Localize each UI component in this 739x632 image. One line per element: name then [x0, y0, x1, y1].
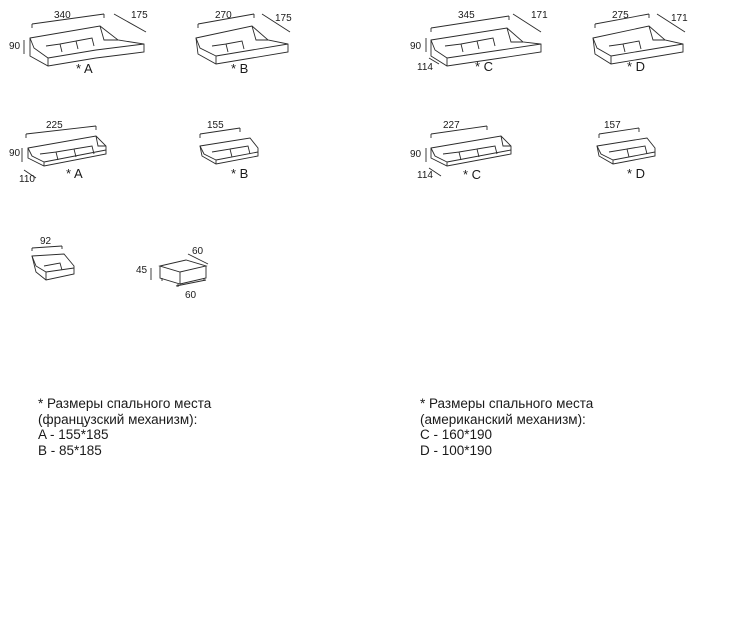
seat-depth-label: 110 [19, 174, 35, 185]
height-label: 90 [9, 41, 21, 52]
depth-label: 175 [131, 10, 148, 21]
mechanism-tag: * B [231, 61, 249, 76]
depth-label: 175 [275, 13, 292, 24]
width-label: 227 [443, 120, 460, 131]
mechanism-tag: * A [66, 166, 83, 181]
height-label: 90 [9, 148, 21, 159]
note-size-b: B - 85*185 [38, 442, 102, 458]
width-label: 225 [46, 120, 63, 131]
height-label: 90 [410, 149, 422, 160]
seat-depth-label: 114 [417, 170, 433, 181]
depth-label: 171 [671, 13, 688, 24]
sleeping-size-note-american [420, 396, 593, 458]
note-size-d: D - 100*190 [420, 442, 493, 458]
depth-label: 60 [185, 290, 197, 301]
width-label: 157 [604, 120, 621, 131]
note-size-c: C - 160*190 [420, 427, 493, 442]
width-label: 155 [207, 120, 224, 131]
width-label: 270 [215, 10, 232, 21]
note-title: * Размеры спального места [420, 396, 594, 411]
width-label: 275 [612, 10, 629, 21]
height-label: 45 [136, 265, 148, 276]
mechanism-tag: * C [463, 167, 482, 182]
width-label: 340 [54, 10, 71, 21]
note-size-a: A - 155*185 [38, 427, 109, 442]
mechanism-tag: * C [475, 59, 494, 74]
height-label: 90 [410, 41, 422, 52]
note-title: * Размеры спального места [38, 396, 212, 411]
mechanism-tag: * A [76, 61, 93, 76]
note-mechanism: (американский механизм): [420, 411, 586, 427]
width-label: 92 [40, 236, 52, 247]
mechanism-tag: * D [627, 59, 646, 74]
mechanism-tag: * D [627, 166, 646, 181]
note-mechanism: (французский механизм): [38, 411, 198, 427]
sleeping-size-note-french [38, 396, 211, 458]
sofa-b-drawing [190, 118, 270, 188]
width-label: 345 [458, 10, 475, 21]
mechanism-tag: * B [231, 166, 249, 181]
width-label: 60 [192, 246, 204, 257]
sofa-d-drawing [585, 118, 665, 188]
seat-depth-label: 114 [417, 62, 433, 73]
depth-label: 171 [531, 10, 548, 21]
